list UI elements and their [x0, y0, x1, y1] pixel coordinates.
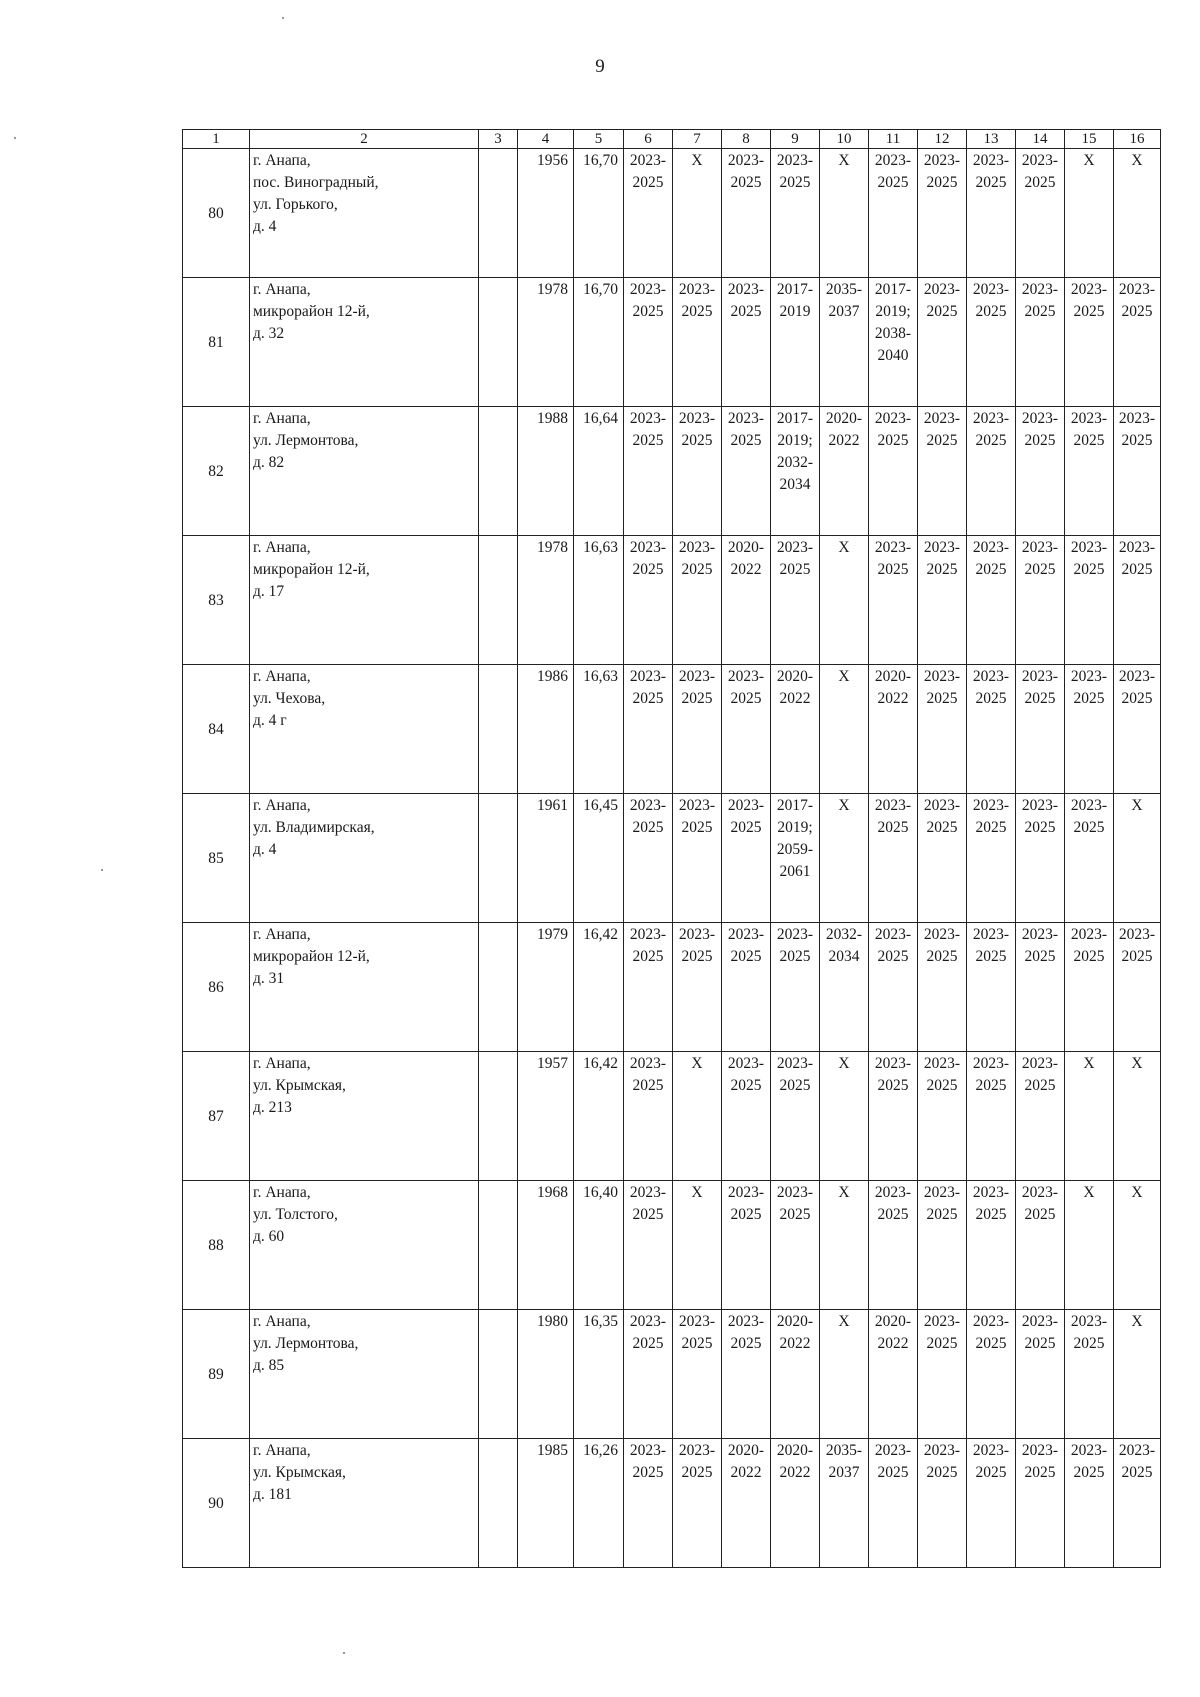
- period-cell: 2023- 2025: [1016, 149, 1065, 278]
- period-cell: 2023- 2025: [1065, 407, 1114, 536]
- address-cell: г. Анапа, ул. Лермонтова, д. 82: [250, 407, 479, 536]
- period-cell: 2023- 2025: [869, 536, 918, 665]
- column-number-cell: 9: [771, 130, 820, 149]
- period-cell: 2023- 2025: [869, 923, 918, 1052]
- period-cell: X: [820, 149, 869, 278]
- address-cell: г. Анапа, ул. Толстого, д. 60: [250, 1181, 479, 1310]
- address-cell: г. Анапа, микрорайон 12-й, д. 31: [250, 923, 479, 1052]
- row-number-cell: 81: [183, 278, 250, 407]
- period-cell: 2023- 2025: [1065, 1439, 1114, 1568]
- period-cell: 2023- 2025: [771, 923, 820, 1052]
- period-cell: 2023- 2025: [967, 794, 1016, 923]
- period-cell: 2023- 2025: [722, 1310, 771, 1439]
- period-cell: X: [820, 665, 869, 794]
- value-cell: 16,26: [574, 1439, 624, 1568]
- period-cell: 2023- 2025: [624, 1439, 673, 1568]
- address-cell: г. Анапа, ул. Владимирская, д. 4: [250, 794, 479, 923]
- period-cell: 2023- 2025: [967, 1181, 1016, 1310]
- table-row: [183, 1310, 1161, 1439]
- period-cell: 2023- 2025: [918, 665, 967, 794]
- row-number-cell: 90: [183, 1439, 250, 1568]
- scan-speck: [101, 869, 103, 871]
- period-cell: X: [820, 794, 869, 923]
- period-cell: 2020- 2022: [771, 1439, 820, 1568]
- period-cell: 2020- 2022: [820, 407, 869, 536]
- column-number-cell: 6: [624, 130, 673, 149]
- period-cell: 2023- 2025: [1016, 923, 1065, 1052]
- table-row: [183, 1052, 1161, 1181]
- period-cell: 2023- 2025: [967, 923, 1016, 1052]
- period-cell: 2023- 2025: [869, 1181, 918, 1310]
- page-number: 9: [595, 56, 605, 77]
- address-cell: г. Анапа, ул. Лермонтова, д. 85: [250, 1310, 479, 1439]
- value-cell: 16,63: [574, 665, 624, 794]
- period-cell: 2023- 2025: [918, 536, 967, 665]
- column-3-cell: [479, 407, 518, 536]
- column-number-cell: 11: [869, 130, 918, 149]
- column-number-cell: 1: [183, 130, 250, 149]
- period-cell: 2023- 2025: [967, 1439, 1016, 1568]
- registry-table: [182, 129, 1161, 1568]
- column-number-cell: 13: [967, 130, 1016, 149]
- period-cell: 2023- 2025: [1114, 536, 1161, 665]
- table-row: [183, 1181, 1161, 1310]
- period-cell: 2023- 2025: [1065, 665, 1114, 794]
- column-number-cell: 5: [574, 130, 624, 149]
- period-cell: 2023- 2025: [722, 407, 771, 536]
- period-cell: 2023- 2025: [722, 665, 771, 794]
- period-cell: 2023- 2025: [624, 1310, 673, 1439]
- column-3-cell: [479, 665, 518, 794]
- scan-speck: [14, 137, 16, 139]
- year-built-cell: 1956: [518, 149, 574, 278]
- row-number-cell: 82: [183, 407, 250, 536]
- value-cell: 16,70: [574, 149, 624, 278]
- column-3-cell: [479, 1181, 518, 1310]
- column-3-cell: [479, 1439, 518, 1568]
- value-cell: 16,42: [574, 1052, 624, 1181]
- value-cell: 16,45: [574, 794, 624, 923]
- row-number-cell: 80: [183, 149, 250, 278]
- period-cell: 2020- 2022: [771, 665, 820, 794]
- period-cell: 2023- 2025: [1016, 1439, 1065, 1568]
- row-number-cell: 86: [183, 923, 250, 1052]
- period-cell: 2023- 2025: [624, 1181, 673, 1310]
- year-built-cell: 1957: [518, 1052, 574, 1181]
- column-3-cell: [479, 794, 518, 923]
- period-cell: 2023- 2025: [918, 1181, 967, 1310]
- period-cell: 2023- 2025: [673, 1439, 722, 1568]
- period-cell: 2020- 2022: [869, 1310, 918, 1439]
- table-row: [183, 149, 1161, 278]
- period-cell: X: [820, 1181, 869, 1310]
- row-number-cell: 89: [183, 1310, 250, 1439]
- period-cell: 2023- 2025: [918, 1439, 967, 1568]
- year-built-cell: 1986: [518, 665, 574, 794]
- period-cell: 2023- 2025: [624, 278, 673, 407]
- period-cell: 2023- 2025: [918, 407, 967, 536]
- period-cell: 2023- 2025: [1114, 1439, 1161, 1568]
- period-cell: 2023- 2025: [967, 536, 1016, 665]
- scan-speck: [343, 1652, 345, 1654]
- period-cell: 2017- 2019; 2038- 2040: [869, 278, 918, 407]
- period-cell: 2023- 2025: [722, 1181, 771, 1310]
- year-built-cell: 1985: [518, 1439, 574, 1568]
- period-cell: X: [1065, 149, 1114, 278]
- period-cell: X: [820, 536, 869, 665]
- column-3-cell: [479, 1052, 518, 1181]
- period-cell: 2023- 2025: [624, 149, 673, 278]
- period-cell: 2023- 2025: [918, 278, 967, 407]
- period-cell: 2023- 2025: [918, 149, 967, 278]
- period-cell: 2023- 2025: [722, 278, 771, 407]
- period-cell: 2023- 2025: [624, 794, 673, 923]
- period-cell: 2023- 2025: [967, 407, 1016, 536]
- period-cell: 2032- 2034: [820, 923, 869, 1052]
- period-cell: 2023- 2025: [1114, 665, 1161, 794]
- period-cell: 2023- 2025: [1016, 278, 1065, 407]
- period-cell: X: [673, 149, 722, 278]
- period-cell: 2023- 2025: [869, 1439, 918, 1568]
- table-row: [183, 665, 1161, 794]
- period-cell: 2023- 2025: [722, 149, 771, 278]
- address-cell: г. Анапа, ул. Чехова, д. 4 г: [250, 665, 479, 794]
- period-cell: 2017- 2019; 2059- 2061: [771, 794, 820, 923]
- address-cell: г. Анапа, ул. Крымская, д. 181: [250, 1439, 479, 1568]
- column-number-cell: 7: [673, 130, 722, 149]
- period-cell: 2023- 2025: [918, 923, 967, 1052]
- period-cell: 2023- 2025: [771, 1052, 820, 1181]
- period-cell: 2023- 2025: [624, 1052, 673, 1181]
- table-row: [183, 1439, 1161, 1568]
- year-built-cell: 1961: [518, 794, 574, 923]
- period-cell: 2023- 2025: [1065, 536, 1114, 665]
- period-cell: 2023- 2025: [967, 1310, 1016, 1439]
- table-row: [183, 278, 1161, 407]
- period-cell: 2020- 2022: [869, 665, 918, 794]
- period-cell: 2023- 2025: [967, 665, 1016, 794]
- period-cell: 2023- 2025: [673, 1310, 722, 1439]
- period-cell: 2023- 2025: [771, 149, 820, 278]
- period-cell: 2023- 2025: [771, 1181, 820, 1310]
- period-cell: 2023- 2025: [869, 1052, 918, 1181]
- period-cell: X: [1114, 794, 1161, 923]
- period-cell: 2023- 2025: [1016, 536, 1065, 665]
- period-cell: 2023- 2025: [1114, 407, 1161, 536]
- table-row: [183, 794, 1161, 923]
- period-cell: 2023- 2025: [673, 536, 722, 665]
- period-cell: 2023- 2025: [1114, 923, 1161, 1052]
- column-3-cell: [479, 149, 518, 278]
- value-cell: 16,35: [574, 1310, 624, 1439]
- column-3-cell: [479, 536, 518, 665]
- period-cell: X: [1065, 1052, 1114, 1181]
- period-cell: 2023- 2025: [673, 794, 722, 923]
- period-cell: 2023- 2025: [722, 1052, 771, 1181]
- period-cell: 2023- 2025: [673, 923, 722, 1052]
- period-cell: 2023- 2025: [1016, 1181, 1065, 1310]
- column-3-cell: [479, 278, 518, 407]
- period-cell: 2023- 2025: [1016, 794, 1065, 923]
- table-row: [183, 407, 1161, 536]
- period-cell: 2023- 2025: [722, 923, 771, 1052]
- period-cell: 2023- 2025: [1114, 278, 1161, 407]
- year-built-cell: 1988: [518, 407, 574, 536]
- table-row: [183, 536, 1161, 665]
- period-cell: 2023- 2025: [1016, 407, 1065, 536]
- scan-speck: [282, 17, 284, 19]
- period-cell: 2023- 2025: [624, 923, 673, 1052]
- column-number-cell: 10: [820, 130, 869, 149]
- period-cell: 2023- 2025: [967, 278, 1016, 407]
- period-cell: X: [1114, 1310, 1161, 1439]
- period-cell: 2023- 2025: [624, 536, 673, 665]
- value-cell: 16,63: [574, 536, 624, 665]
- value-cell: 16,64: [574, 407, 624, 536]
- period-cell: 2023- 2025: [673, 278, 722, 407]
- period-cell: X: [1065, 1181, 1114, 1310]
- period-cell: 2035- 2037: [820, 1439, 869, 1568]
- period-cell: 2023- 2025: [673, 407, 722, 536]
- period-cell: 2023- 2025: [624, 407, 673, 536]
- table-row: [183, 923, 1161, 1052]
- column-number-cell: 2: [250, 130, 479, 149]
- period-cell: X: [1114, 1052, 1161, 1181]
- period-cell: X: [673, 1181, 722, 1310]
- column-number-cell: 12: [918, 130, 967, 149]
- period-cell: 2023- 2025: [1065, 278, 1114, 407]
- value-cell: 16,40: [574, 1181, 624, 1310]
- address-cell: г. Анапа, ул. Крымская, д. 213: [250, 1052, 479, 1181]
- row-number-cell: 85: [183, 794, 250, 923]
- value-cell: 16,42: [574, 923, 624, 1052]
- period-cell: 2023- 2025: [1016, 665, 1065, 794]
- year-built-cell: 1980: [518, 1310, 574, 1439]
- period-cell: 2023- 2025: [869, 407, 918, 536]
- period-cell: X: [1114, 149, 1161, 278]
- period-cell: 2023- 2025: [1016, 1052, 1065, 1181]
- address-cell: г. Анапа, микрорайон 12-й, д. 32: [250, 278, 479, 407]
- period-cell: 2020- 2022: [771, 1310, 820, 1439]
- period-cell: 2023- 2025: [722, 794, 771, 923]
- period-cell: 2020- 2022: [722, 536, 771, 665]
- column-number-cell: 14: [1016, 130, 1065, 149]
- period-cell: 2023- 2025: [1065, 794, 1114, 923]
- column-number-cell: 16: [1114, 130, 1161, 149]
- period-cell: 2023- 2025: [967, 149, 1016, 278]
- period-cell: 2023- 2025: [918, 1052, 967, 1181]
- year-built-cell: 1968: [518, 1181, 574, 1310]
- row-number-cell: 87: [183, 1052, 250, 1181]
- period-cell: 2023- 2025: [869, 149, 918, 278]
- period-cell: 2023- 2025: [1065, 1310, 1114, 1439]
- period-cell: X: [1114, 1181, 1161, 1310]
- column-number-cell: 15: [1065, 130, 1114, 149]
- period-cell: X: [820, 1052, 869, 1181]
- value-cell: 16,70: [574, 278, 624, 407]
- period-cell: 2023- 2025: [918, 794, 967, 923]
- column-number-cell: 8: [722, 130, 771, 149]
- period-cell: 2023- 2025: [771, 536, 820, 665]
- period-cell: 2023- 2025: [869, 794, 918, 923]
- row-number-cell: 83: [183, 536, 250, 665]
- column-3-cell: [479, 1310, 518, 1439]
- period-cell: 2023- 2025: [673, 665, 722, 794]
- year-built-cell: 1978: [518, 536, 574, 665]
- column-3-cell: [479, 923, 518, 1052]
- row-number-cell: 84: [183, 665, 250, 794]
- column-number-row: [183, 130, 1161, 149]
- period-cell: 2017- 2019; 2032- 2034: [771, 407, 820, 536]
- period-cell: 2023- 2025: [1016, 1310, 1065, 1439]
- year-built-cell: 1979: [518, 923, 574, 1052]
- period-cell: X: [673, 1052, 722, 1181]
- period-cell: X: [820, 1310, 869, 1439]
- address-cell: г. Анапа, пос. Виноградный, ул. Горького, д. 4: [250, 149, 479, 278]
- period-cell: 2023- 2025: [967, 1052, 1016, 1181]
- address-cell: г. Анапа, микрорайон 12-й, д. 17: [250, 536, 479, 665]
- year-built-cell: 1978: [518, 278, 574, 407]
- period-cell: 2017- 2019: [771, 278, 820, 407]
- period-cell: 2020- 2022: [722, 1439, 771, 1568]
- period-cell: 2023- 2025: [918, 1310, 967, 1439]
- period-cell: 2035- 2037: [820, 278, 869, 407]
- column-number-cell: 4: [518, 130, 574, 149]
- row-number-cell: 88: [183, 1181, 250, 1310]
- period-cell: 2023- 2025: [624, 665, 673, 794]
- column-number-cell: 3: [479, 130, 518, 149]
- period-cell: 2023- 2025: [1065, 923, 1114, 1052]
